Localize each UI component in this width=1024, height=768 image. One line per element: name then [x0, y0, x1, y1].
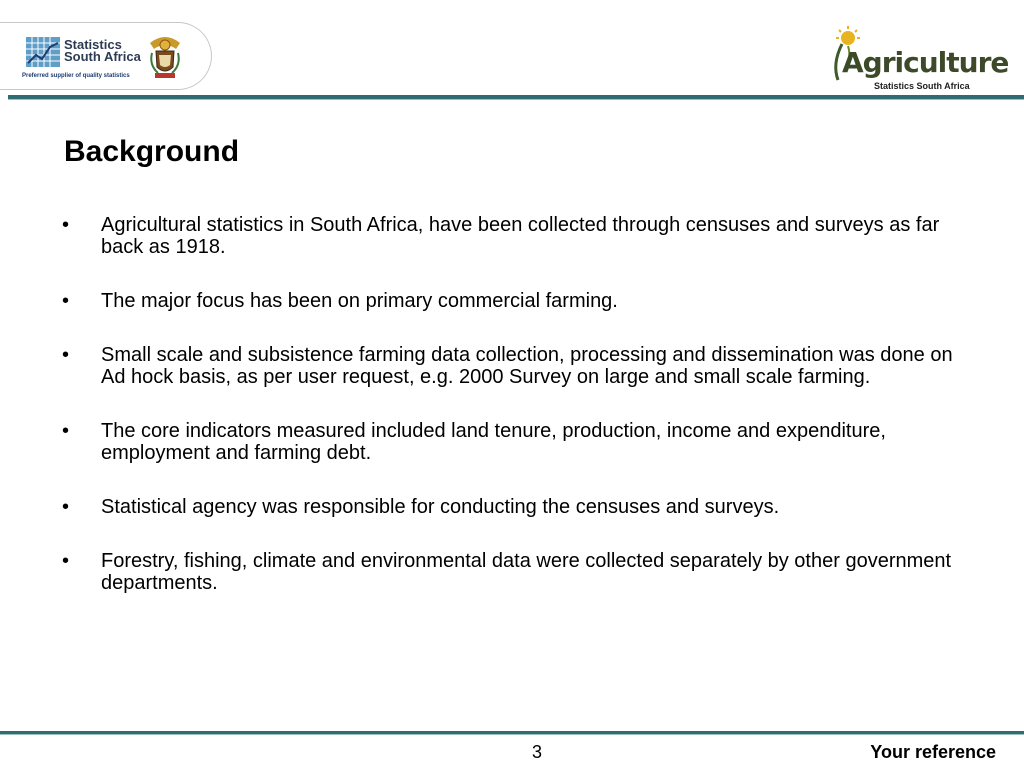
slide-header: [0, 0, 1024, 104]
bullet-symbol: •: [62, 496, 70, 518]
page-number: 3: [532, 742, 543, 762]
stats-sa-logo: [0, 22, 212, 90]
coat-of-arms-icon: [146, 31, 184, 81]
stats-sa-tagline: Preferred supplier of quality statistics: [22, 73, 130, 79]
agriculture-wordmark: Agriculture: [842, 46, 1009, 79]
bullet-item: [62, 290, 962, 312]
agriculture-logo: [816, 24, 1009, 96]
bullet-text: Small scale and subsistence farming data collection, processing and dissemination was done on Ad hock basis, as per user request, e.g. 2000 Survey on large and small scale farming.: [101, 344, 953, 388]
bullet-text: The core indicators measured included land tenure, production, income and expenditure, employment and farming debt.: [101, 420, 886, 464]
footer-reference: Your reference: [870, 742, 996, 762]
bullet-list: [62, 214, 962, 626]
bullet-item: [62, 496, 962, 518]
agriculture-subtitle: Statistics South Africa: [874, 81, 970, 91]
bullet-symbol: •: [62, 290, 70, 312]
stats-sa-name-line2: South Africa: [64, 49, 141, 64]
bullet-symbol: •: [62, 214, 70, 236]
bullet-text: Statistical agency was responsible for conducting the censuses and surveys.: [101, 496, 780, 518]
bullet-item: [62, 214, 962, 258]
slide-title: Background: [64, 135, 240, 168]
bar-chart-icon: [26, 37, 60, 67]
bullet-item: [62, 420, 962, 464]
bullet-text: Agricultural statistics in South Africa, have been collected through censuses and surveys as far back as 1918.: [101, 214, 940, 258]
bullet-item: [62, 550, 962, 594]
bullet-text: Forestry, fishing, climate and environmental data were collected separately by other government departments.: [101, 550, 952, 594]
bullet-symbol: •: [62, 420, 70, 442]
bullet-symbol: •: [62, 344, 70, 366]
bullet-text: The major focus has been on primary commercial farming.: [101, 290, 618, 312]
stats-sa-name: [64, 39, 141, 63]
footer-divider: [0, 731, 1024, 735]
bullet-item: [62, 344, 962, 388]
bullet-symbol: •: [62, 550, 70, 572]
header-divider: [8, 95, 1024, 100]
stats-sa-name-line1: Statistics: [64, 37, 122, 52]
